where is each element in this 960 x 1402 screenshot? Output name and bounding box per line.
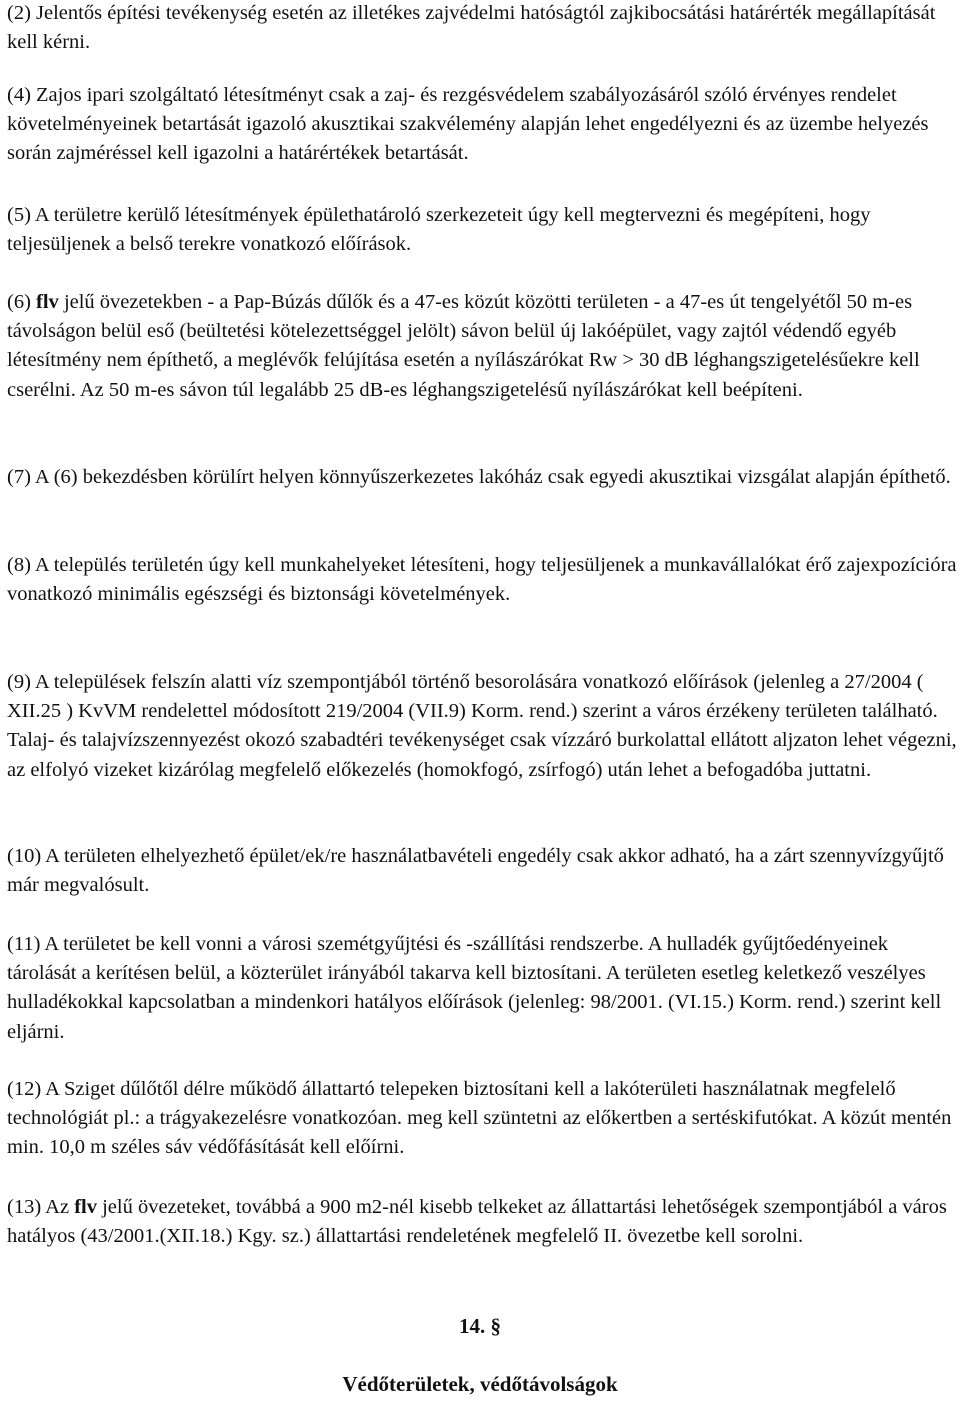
flv-zone-label: flv bbox=[74, 1196, 97, 1218]
paragraph-13-body: jelű övezeteket, továbbá a 900 m2-nél kisebb telkeket az állattartási lehetőségek szempontjából a város hatályos (43/2001.(XII.18.) Kgy. sz.) állattartási rendeletének megfelelő II. övezetbe kell sorolni. bbox=[7, 1196, 947, 1248]
paragraph-4: (4) Zajos ipari szolgáltató létesítményt csak a zaj- és rezgésvédelem szabályozásáról szóló érvényes rendelet követelményeinek betartását igazoló akusztikai szakvélemény alapján lehet engedélyezni és az üzembe helyezés során zajméréssel kell igazolni a határértékek betartását. bbox=[7, 84, 929, 165]
paragraph-9: (9) A települések felszín alatti víz szempontjából történő besorolására vonatkozó előírások (jelenleg a 27/2004 ( XII.25 ) KvVM rendelettel módosított 219/2004 (VII.9) Korm. rend.) szerint a város érzékeny területen található. Talaj- és talajvízszennyezést okozó szabadtéri tevékenységet csak vízzáró burkolattal ellátott aljzaton lehet végezni, az elfolyó vizeket kizárólag megfelelő előkezelés (homokfogó, zsírfogó) után lehet a befogadóba juttatni. bbox=[7, 671, 957, 781]
paragraph-12: (12) A Sziget dűlőtől délre működő állattartó telepeken biztosítani kell a lakóterületi használatnak megfelelő technológiát pl.: a trágyakezelésre vonatkozóan. meg kell szüntetni az előkertben a sertéskifutókat. A közút mentén min. 10,0 m széles sáv védőfásítását kell előírni. bbox=[7, 1078, 952, 1159]
section-number: 14. § bbox=[459, 1314, 501, 1338]
paragraph-13-lead: (13) Az bbox=[7, 1196, 75, 1218]
section-title: Védőterületek, védőtávolságok bbox=[342, 1372, 618, 1396]
paragraph-6-body: jelű övezetekben - a Pap-Búzás dűlők és a 47-es közút közötti területen - a 47-es út tengelyétől 50 m-es távolságon belül eső (beültetési kötelezettséggel jelölt) sávon belül új lakóépület, vagy zajtól védendő egyéb létesítmény nem építhető, a meglévők felújítása esetén a nyílászárókat Rw > 30 dB léghangszigetelésűekre kell cserélni. Az 50 m-es sávon túl legalább 25 dB-es léghangszigetelésű nyílászárókat kell beépíteni. bbox=[7, 291, 920, 401]
paragraph-5: (5) A területre kerülő létesítmények épülethatároló szerkezeteit úgy kell megtervezni és megépíteni, hogy teljesüljenek a belső terekre vonatkozó előírások. bbox=[7, 204, 871, 256]
paragraph-7: (7) A (6) bekezdésben körülírt helyen könnyűszerkezetes lakóház csak egyedi akusztikai vizsgálat alapján építhető. bbox=[7, 466, 951, 488]
paragraph-6 bbox=[7, 288, 957, 405]
flv-zone-label: flv bbox=[36, 291, 59, 313]
paragraph-13 bbox=[7, 1193, 957, 1251]
paragraph-10: (10) A területen elhelyezhető épület/ek/re használatbavételi engedély csak akkor adható, ha a zárt szennyvízgyűjtő már megvalósult. bbox=[7, 845, 944, 897]
paragraph-8: (8) A település területén úgy kell munkahelyeket létesíteni, hogy teljesüljenek a munkavállalókat érő zajexpozícióra vonatkozó minimális egészségi és biztonsági követelmények. bbox=[7, 554, 957, 606]
paragraph-2: (2) Jelentős építési tevékenység esetén az illetékes zajvédelmi hatóságtól zajkibocsátási határérték megállapítását kell kérni. bbox=[7, 2, 936, 54]
paragraph-6-lead: (6) bbox=[7, 291, 37, 313]
paragraph-11: (11) A területet be kell vonni a városi szemétgyűjtési és -szállítási rendszerbe. A hulladék gyűjtőedényeinek tárolását a kerítésen belül, a közterület irányából takarva kell biztosítani. A területen esetleg keletkező veszélyes hulladékokkal kapcsolatban a mindenkori hatályos előírások (jelenleg: 98/2001. (VI.15.) Korm. rend.) szerint kell eljárni. bbox=[7, 933, 942, 1043]
